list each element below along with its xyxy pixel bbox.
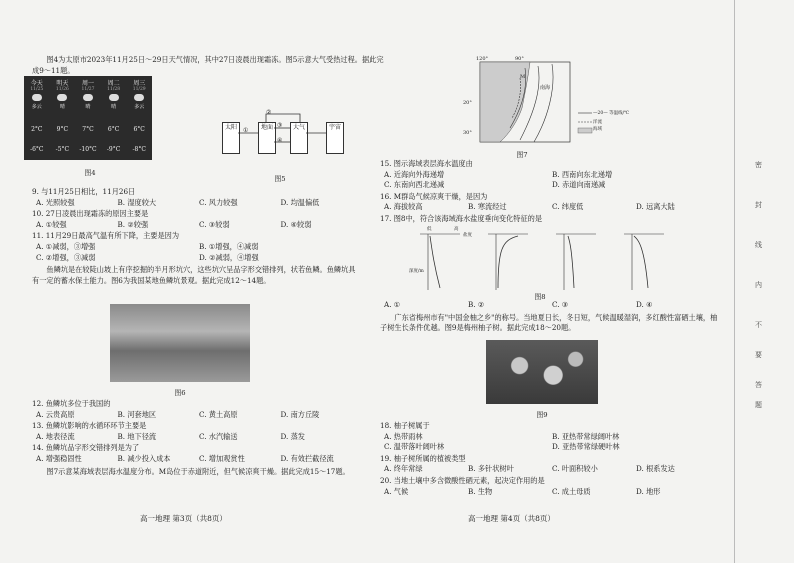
q13-option-d[interactable]: D. 蒸发 [280,431,305,441]
weather-high: 7°C [82,126,94,133]
questions-15-17 [380,158,720,225]
q17-option-d[interactable]: D. ④ [636,300,653,309]
q19-options [384,464,720,475]
q19-option-c[interactable]: C. 叶面积较小 [552,464,598,474]
fig7-lon-90: 90° [515,56,524,62]
q20-option-a[interactable]: A. 气候 [384,486,409,496]
q11-option-c[interactable]: C. ②增强，③减弱 [36,252,96,262]
q10-option-d[interactable]: D. ④较弱 [280,219,312,229]
fish-scale-pit-photo [110,304,250,382]
weather-day-label: 周一 [81,80,94,87]
q12-option-d[interactable]: D. 南方丘陵 [280,409,320,419]
q14-option-b[interactable]: B. 减少投入成本 [117,453,171,463]
fig5-arrows [220,108,350,163]
fig7-island-m: M [520,74,526,80]
q20-option-d[interactable]: D. 地形 [636,486,661,496]
q11-options [36,242,362,263]
weather-low: -8°C [132,146,146,153]
q15-options [384,170,720,191]
weather-desc: 晴 [111,104,117,110]
q13-options [36,432,362,443]
fig5-label-4: ④ [277,137,283,144]
weather-date: 11/29 [132,87,146,92]
intro-9-11: 图4为太原市2023年11月25日～29日天气情况，其中27日凌晨出现霜冻。图5示意大气受热过程。据此完成9～11题。 [32,55,384,75]
seal-char: 内 [755,281,762,289]
q15-option-d[interactable]: D. 赤道向南递减 [552,180,606,190]
seal-char: 要 [755,351,762,359]
q9-stem: 9. 与11月25日相比，11月26日 [32,187,136,196]
q9-option-d[interactable]: D. 均温偏低 [280,197,320,207]
left-page-footer: 高一地理 第3页（共8页） [140,514,227,523]
weather-day-label: 明天 [56,80,69,87]
q12-stem: 12. 鱼鳞坑多位于我国的 [32,399,111,408]
weather-date: 11/26 [55,87,69,92]
q14-stem: 14. 鱼鳞坑品字形交错排列是为了 [32,443,140,453]
q11-option-a[interactable]: A. ①减弱，③增强 [36,241,96,251]
seal-char: 题 [755,401,762,409]
fig7-legend-sea: 海域 [593,127,602,132]
fig8-caption: 图8 [534,293,546,301]
intro-15-17: 图7示意某海域表层海水温度分布。M岛位于赤道附近，但气候凉爽干燥。据此完成15～17题。 [46,466,350,476]
q15-option-b[interactable]: B. 西南向东北递增 [552,169,613,179]
weather-low: -10°C [79,146,97,153]
fig6-caption: 图6 [174,389,186,397]
sunny-icon [57,94,67,101]
q19-option-b[interactable]: B. 多针状树叶 [468,464,514,474]
q19-option-d[interactable]: D. 根系发达 [636,464,675,474]
q16-option-b[interactable]: B. 寒流经过 [468,202,507,212]
sunny-icon [83,94,93,101]
weather-desc: 晴 [85,104,91,110]
q10-option-a[interactable]: A. ①较强 [36,219,67,229]
q18-option-c[interactable]: C. 温带落叶阔叶林 [384,442,445,452]
q11-option-b[interactable]: B. ①增强，④减弱 [199,241,259,251]
q19-stem: 19. 柚子树所属的植被类型 [380,453,466,463]
q9-option-b[interactable]: B. 湿度较大 [117,197,157,207]
q17-options [384,300,720,311]
q16-option-c[interactable]: C. 纬度低 [552,202,584,212]
seal-char: 答 [755,381,762,389]
fig5-label-1: ① [243,127,249,134]
q14-option-c[interactable]: C. 增加观赏性 [199,453,245,463]
ground-box: 地面 [258,122,276,154]
fig7-map-svg [470,58,620,148]
weather-high: 6°C [133,126,145,133]
questions-18-20 [380,420,720,497]
cloudy-icon [134,94,144,101]
questions-17-options [380,300,720,334]
fig7-legend-isotherm: —20— 等温线/℃ [593,111,630,116]
q18-options [384,432,720,453]
q13-option-c[interactable]: C. 水汽输送 [199,431,238,441]
q11-stem: 11. 11月29日最高气温有所下降，主要是因为 [32,231,180,241]
intro-12-14: 鱼鳞坑是在较陡山坡上有序挖掘的半月形坑穴，这些坑穴呈品字形交错排列，状若鱼鳞。鱼鳞坑具有一定的蓄水保土能力。图6为我国某地鱼鳞坑景观。据此完成12～14题。 [32,265,356,285]
fig5-caption: 图5 [274,175,286,183]
fig7-sea-label: 南海 [540,85,551,91]
weather-day-1 [24,76,50,160]
q16-stem: 16. M群岛气候凉爽干燥，是因为 [380,191,488,201]
weather-low: -5°C [55,146,70,153]
weather-date: 11/27 [81,87,95,92]
q12-options [36,410,362,421]
seal-char: 不 [755,321,762,329]
fig7-caption: 图7 [516,151,528,159]
q12-option-c[interactable]: C. 黄土高原 [199,409,238,419]
weather-desc: 多云 [134,104,145,110]
q17-option-b[interactable]: B. ② [468,300,485,309]
fig8-svg [400,226,680,294]
weather-day-4 [101,76,127,160]
fig8-axis-depth: 深度/m [409,269,424,274]
q15-option-a[interactable]: A. 近海向外海递增 [384,169,445,179]
seal-line-margin [734,0,794,563]
fig5-label-3: ③ [277,122,283,129]
fig8-axis-salinity: 盐度 [463,233,472,238]
weather-day-label: 周二 [107,80,120,87]
q14-option-d[interactable]: D. 有效拦截径流 [280,453,334,463]
fig9-caption: 图9 [536,411,548,419]
q9-options [36,198,362,209]
q18-option-b[interactable]: B. 亚热带常绿阔叶林 [552,431,620,441]
weather-low: -6°C [30,146,44,153]
q12-option-a[interactable]: A. 云贵高原 [36,409,75,419]
q16-options [384,202,720,213]
weather-date: 11/28 [107,87,121,92]
fig7-legend-current: 洋流 [593,120,602,125]
q13-option-a[interactable]: A. 地表径流 [36,431,75,441]
seal-char: 密 [755,161,762,169]
q18-option-a[interactable]: A. 热带雨林 [384,431,423,441]
sun-box: 太阳 [222,122,240,154]
fig7-lat-20: 20° [463,100,472,106]
fig7-lon-120: 120° [476,56,489,62]
weather-day-3 [75,76,101,160]
q16-option-a[interactable]: A. 海拔较高 [384,202,423,212]
q15-option-c[interactable]: C. 东南向西北递减 [384,180,445,190]
q17-option-c[interactable]: C. ③ [552,300,569,309]
questions-12-14 [32,398,362,477]
q14-option-a[interactable]: A. 增强稳固性 [36,453,82,463]
weather-high: 6°C [107,126,120,133]
q16-option-d[interactable]: D. 远离大陆 [636,202,675,212]
weather-forecast-figure [24,76,152,160]
weather-day-5 [126,76,152,160]
weather-high: 2°C [31,126,43,133]
questions-9-11 [32,186,362,286]
q18-stem: 18. 柚子树属于 [380,421,430,430]
q12-option-b[interactable]: B. 河套地区 [117,409,157,419]
intro-18-20: 广东省梅州市有"中国金柚之乡"的称号。当地夏日长，冬日短，气候温暖湿润，多红酸性富硒土壤，柚子树生长条件优越。图9是梅州柚子树。据此完成18～20题。 [380,312,718,333]
q13-option-b[interactable]: B. 地下径流 [117,431,157,441]
q17-stem: 17. 图8中，符合该海域海水盐度垂向变化特征的是 [380,213,543,223]
q18-option-d[interactable]: D. 亚热带常绿硬叶林 [552,442,620,452]
atmosphere-box: 大气 [290,122,308,154]
weather-desc: 多云 [31,104,42,110]
q10-option-c[interactable]: C. ③较弱 [199,219,230,229]
seal-char: 封 [755,201,762,209]
q19-option-a[interactable]: A. 终年常绿 [384,464,423,474]
q20-options [384,487,720,498]
q17-option-a[interactable]: A. ① [384,300,401,309]
cloudy-icon [32,94,42,101]
seal-char: 线 [755,241,762,249]
q9-option-c[interactable]: C. 风力较强 [199,197,238,207]
weather-day-2 [50,76,76,160]
fig8-axis-low: 低 [427,227,432,232]
weather-low: -9°C [106,146,121,153]
q9-option-a[interactable]: A. 光照较强 [36,197,75,207]
fig7-lat-30: 30° [463,130,472,136]
weather-day-label: 今天 [30,80,43,87]
weather-day-label: 周三 [133,80,146,87]
pomelo-tree-photo [486,340,598,404]
weather-date: 11/25 [30,87,44,92]
q20-option-b[interactable]: B. 生物 [468,486,493,496]
weather-high: 9°C [56,126,69,133]
fig8-axis-high: 高 [454,227,459,232]
right-page-footer: 高一地理 第4页（共8页） [468,514,555,523]
q14-options [36,454,362,465]
q10-options [36,220,362,231]
weather-desc: 晴 [59,104,65,110]
q10-option-b[interactable]: B. ②较强 [117,219,149,229]
q11-option-d[interactable]: D. ②减弱，④增强 [199,252,259,262]
space-box: 宇宙 [326,122,344,154]
sunny-icon [109,94,119,101]
q20-stem: 20. 当地土壤中多含微酸性硒元素，起决定作用的是 [380,475,545,485]
q13-stem: 13. 鱼鳞坑影响的水循环环节主要是 [32,421,147,431]
q20-option-c[interactable]: C. 成土母质 [552,486,591,496]
q10-stem: 10. 27日凌晨出现霜冻的原因主要是 [32,209,149,219]
fig4-caption: 图4 [84,169,96,177]
q15-stem: 15. 图示海域表层海水温度由 [380,159,473,168]
fig5-label-2: ② [266,109,272,116]
